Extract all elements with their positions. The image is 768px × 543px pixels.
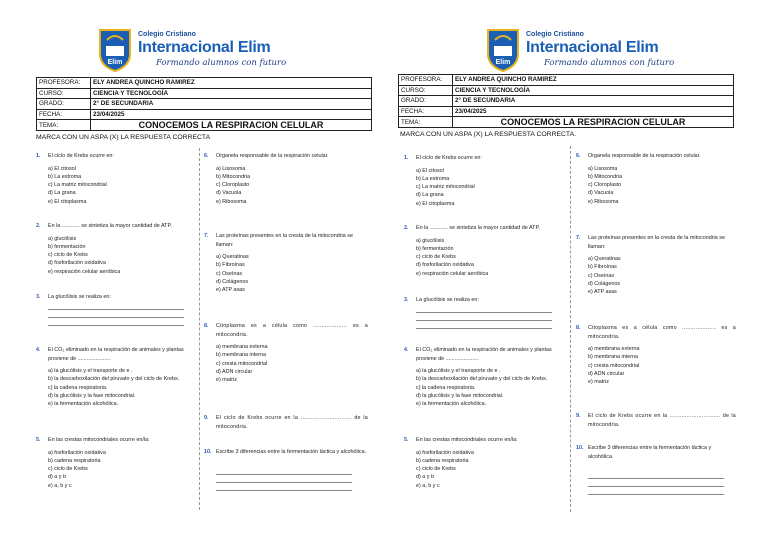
question-8	[204, 322, 368, 384]
question-number: 3.	[36, 294, 41, 300]
option[interactable]: e) ATP asas	[588, 289, 617, 296]
options-list	[588, 165, 736, 206]
option[interactable]: e) a, b y c	[416, 482, 440, 489]
instructions: MARCA CON UN ASPA (X) LA RESPUESTA CORRECTA.	[400, 131, 577, 138]
option[interactable]: d) ADN circular	[588, 370, 625, 377]
option[interactable]: d) ADN circular	[216, 368, 253, 375]
question-number: 2.	[36, 223, 41, 229]
course-name: CIENCIA Y TECNOLOGÍA	[453, 85, 734, 96]
answer-line[interactable]	[588, 487, 724, 495]
option[interactable]: d) a y b	[416, 474, 434, 481]
course-name: CIENCIA Y TECNOLOGÍA	[91, 88, 372, 99]
question-text: Las proteínas presentes en la cresta de la mitocondria se llaman:	[588, 235, 725, 250]
header-key: GRADO:	[399, 96, 453, 107]
option[interactable]: a) Queratinas	[588, 256, 621, 262]
answer-line[interactable]	[48, 318, 184, 326]
question-number: 9.	[204, 415, 209, 421]
question-number: 10.	[576, 445, 584, 451]
option[interactable]: b) cadena respiratoria	[48, 457, 101, 464]
question-9	[204, 414, 368, 431]
options-list	[416, 449, 568, 490]
option[interactable]: d) Colágenos	[216, 278, 249, 285]
school-name-small: Colegio Cristiano	[138, 31, 196, 38]
option[interactable]: e) la fermentación alcohólica.	[48, 401, 119, 408]
option[interactable]: e) la fermentación alcohólica.	[416, 401, 487, 408]
option[interactable]: c) ciclo de Krebs	[48, 252, 88, 259]
option[interactable]: c) la cadena respiratoria.	[416, 384, 476, 391]
question-text: El ciclo de Krebs ocurre en la .............................. de la mitocondria.	[588, 413, 736, 428]
date-value: 23/04/2025	[453, 106, 734, 117]
question-10	[204, 448, 368, 491]
question-text: La glucólisis se realiza en:	[416, 297, 479, 303]
header-key: FECHA:	[37, 109, 91, 120]
header-key: GRADO:	[37, 99, 91, 110]
option[interactable]: a) membrana externa	[216, 344, 268, 350]
question-text: Escribe 3 diferencias entre la fermentación láctica y alcohólica.	[216, 449, 367, 455]
question-4	[36, 346, 196, 408]
answer-line[interactable]	[416, 313, 552, 321]
question-8	[576, 324, 736, 386]
school-logo	[486, 28, 686, 76]
question-number: 4.	[404, 347, 409, 353]
question-text: Citoplasma es a célula como .................... es a mitocondria.	[216, 323, 368, 338]
option[interactable]: b) La estroma	[416, 175, 450, 182]
question-text: La glucólisis se realiza en:	[48, 294, 111, 300]
option[interactable]: c) Oseínas	[588, 272, 615, 279]
question-text: El ciclo de Krebs ocurre en la .............................. de la mitocondria.	[216, 415, 368, 430]
option[interactable]: d) la glucólisis y la fase mitocondrial.	[48, 392, 136, 399]
date-value: 23/04/2025	[91, 109, 372, 120]
school-logo	[98, 28, 298, 76]
option[interactable]: a) fosforilación oxidativa	[416, 449, 474, 456]
question-7	[204, 232, 368, 294]
option[interactable]: c) ciclo de Krebs	[48, 466, 88, 473]
options-list	[216, 253, 368, 294]
school-name-small: Colegio Cristiano	[526, 31, 584, 38]
question-1	[404, 154, 568, 208]
option[interactable]: c) Oseínas	[216, 270, 243, 277]
school-motto: Formando alumnos con futuro	[156, 58, 287, 68]
question-number: 8.	[576, 325, 581, 331]
options-list	[416, 237, 568, 278]
question-text: Citoplasma es a célula como .................... es a mitocondria.	[588, 325, 736, 340]
question-number: 7.	[576, 235, 581, 241]
question-number: 5.	[404, 437, 409, 443]
teacher-name: ELY ANDREA QUINCHO RAMIREZ	[453, 75, 734, 86]
school-shield-icon	[98, 28, 132, 72]
question-text: El ciclo de Krebs ocurre en:	[48, 153, 114, 159]
question-1	[36, 152, 196, 206]
option[interactable]: a) la glucólisis y el transporte de e .	[48, 368, 133, 374]
topic-title: CONOCEMOS LA RESPIRACION CELULAR	[453, 117, 734, 128]
option[interactable]: d) a y b	[48, 474, 66, 481]
answer-line[interactable]	[48, 302, 184, 310]
option[interactable]: b) fermentación	[416, 245, 454, 252]
column-divider	[570, 146, 571, 512]
option[interactable]: c) cresta mitocondrial	[216, 360, 268, 367]
grade-value: 2° DE SECUNDARIA	[91, 99, 372, 110]
school-name: Internacional Elim	[526, 39, 659, 56]
options-list	[48, 367, 196, 408]
options-list	[588, 255, 736, 296]
question-10	[576, 444, 736, 495]
question-text: El CO₂ eliminado en la respiración de animales y plantas proviene de ......................	[48, 347, 184, 362]
answer-line[interactable]	[216, 467, 352, 475]
header-key: CURSO:	[399, 85, 453, 96]
question-number: 9.	[576, 413, 581, 419]
options-list	[48, 235, 196, 276]
school-shield-icon	[486, 28, 520, 72]
question-6	[204, 152, 368, 206]
question-4	[404, 346, 568, 408]
options-list	[416, 167, 568, 208]
question-text: El ciclo de Krebs ocurre en:	[416, 155, 482, 161]
answer-line[interactable]	[416, 305, 552, 313]
topic-title: CONOCEMOS LA RESPIRACION CELULAR	[91, 120, 372, 131]
options-list	[48, 165, 196, 206]
question-number: 10.	[204, 449, 212, 455]
question-text: Organela responsable de la respiración celular.	[588, 153, 701, 159]
svg-text:Elim: Elim	[495, 59, 511, 66]
answer-line[interactable]	[48, 310, 184, 318]
options-list	[588, 345, 736, 386]
question-number: 7.	[204, 233, 209, 239]
question-text: El CO₂ eliminado en la respiración de animales y plantas proviene de ......................	[416, 347, 552, 362]
header-key: FECHA:	[399, 106, 453, 117]
option[interactable]: b) fermentación	[48, 243, 86, 250]
header-table	[398, 74, 734, 128]
question-number: 1.	[36, 153, 41, 159]
option[interactable]: c) La matriz mitocondrial	[48, 182, 107, 189]
answer-line[interactable]	[416, 321, 552, 329]
option[interactable]: a) El citosol	[48, 165, 76, 172]
options-list	[48, 449, 196, 490]
svg-text:Elim: Elim	[107, 59, 123, 66]
option[interactable]: e) Ribosoma	[216, 198, 247, 205]
option[interactable]: c) la cadena respiratoria.	[48, 384, 108, 391]
question-number: 2.	[404, 225, 409, 231]
question-text: En la ............ se sintetiza la mayor cantidad de ATP.	[416, 225, 540, 231]
header-table	[36, 77, 372, 131]
option[interactable]: a) Lisosoma	[216, 165, 246, 172]
header-key: PROFESORA:	[399, 75, 453, 86]
option[interactable]: d) Vacuola	[588, 190, 614, 197]
question-number: 6.	[204, 153, 209, 159]
answer-line[interactable]	[216, 483, 352, 491]
option[interactable]: e) a, b y c	[48, 482, 72, 489]
worksheet-page-left	[4, 0, 380, 543]
option[interactable]: b) Mitocondria	[588, 173, 623, 180]
question-number: 5.	[36, 437, 41, 443]
option[interactable]: c) Cloroplasto	[216, 182, 250, 189]
option[interactable]: e) ATP asas	[216, 287, 245, 294]
question-7	[576, 234, 736, 296]
question-text: En las crestas mitocondriales ocurre en/la:	[48, 437, 150, 443]
option[interactable]: c) Cloroplasto	[588, 182, 622, 189]
instructions: MARCA CON UN ASPA (X) LA RESPUESTA CORRECTA	[36, 134, 211, 141]
grade-value: 2° DE SECUNDARIA	[453, 96, 734, 107]
question-number: 6.	[576, 153, 581, 159]
option[interactable]: b) Fibroínas	[588, 264, 617, 271]
question-9	[576, 412, 736, 429]
option[interactable]: b) cadena respiratoria	[416, 457, 469, 464]
option[interactable]: d) fosforilación oxidativa	[48, 260, 106, 267]
question-number: 1.	[404, 155, 409, 161]
option[interactable]: e) respiración celular aeróbica	[48, 268, 121, 275]
answer-line[interactable]	[588, 479, 724, 487]
question-5	[404, 436, 568, 490]
option[interactable]: a) glucólisis	[48, 235, 77, 242]
question-2	[404, 224, 568, 278]
option[interactable]: e) matriz	[588, 379, 609, 386]
question-number: 3.	[404, 297, 409, 303]
option[interactable]: d) Colágenos	[588, 280, 621, 287]
header-key: TEMA:	[37, 120, 91, 131]
option[interactable]: b) membrana interna	[588, 354, 639, 361]
question-text: Escribe 3 diferencias entre la fermentación láctica y alcohólica.	[588, 445, 712, 460]
option[interactable]: e) El citoplasma	[48, 198, 87, 205]
question-text: Las proteínas presentes en la cresta de la mitocondria se llaman:	[216, 233, 353, 248]
option[interactable]: d) la glucólisis y la fase mitocondrial.	[416, 392, 504, 399]
option[interactable]: b) Fibroínas	[216, 262, 245, 269]
option[interactable]: b) Mitocondria	[216, 173, 251, 180]
answer-line[interactable]	[216, 475, 352, 483]
option[interactable]: d) fosforilación oxidativa	[416, 262, 474, 269]
answer-line[interactable]	[588, 471, 724, 479]
question-3	[404, 296, 568, 329]
options-list	[216, 343, 368, 384]
option[interactable]: a) membrana externa	[588, 346, 640, 352]
option[interactable]: a) fosforilación oxidativa	[48, 449, 106, 456]
option[interactable]: d) La grana	[48, 190, 76, 197]
question-text: En la ............ se sintetiza la mayor cantidad de ATP.	[48, 223, 172, 229]
header-key: TEMA:	[399, 117, 453, 128]
question-2	[36, 222, 196, 276]
option[interactable]: b) la descarboxilación del piruvato y del ciclo de Krebs.	[48, 376, 180, 383]
option[interactable]: c) ciclo de Krebs	[416, 466, 456, 473]
header-key: CURSO:	[37, 88, 91, 99]
option[interactable]: e) El citoplasma	[416, 200, 455, 207]
option[interactable]: d) Vacuola	[216, 190, 242, 197]
school-motto: Formando alumnos con futuro	[544, 58, 675, 68]
option[interactable]: c) cresta mitocondrial	[588, 362, 640, 369]
option[interactable]: c) ciclo de Krebs	[416, 254, 456, 261]
option[interactable]: a) glucólisis	[416, 237, 445, 244]
question-number: 4.	[36, 347, 41, 353]
question-text: En las crestas mitocondriales ocurre en/la:	[416, 437, 518, 443]
option[interactable]: a) El citosol	[416, 167, 444, 174]
option[interactable]: a) Queratinas	[216, 254, 249, 260]
option[interactable]: b) la descarboxilación del piruvato y del ciclo de Krebs.	[416, 376, 548, 383]
question-3	[36, 293, 196, 326]
options-list	[416, 367, 568, 408]
question-6	[576, 152, 736, 206]
question-5	[36, 436, 196, 490]
worksheet-page-right	[392, 0, 768, 543]
option[interactable]: d) La grana	[416, 192, 444, 199]
option[interactable]: e) respiración celular aeróbica	[416, 270, 489, 277]
option[interactable]: b) membrana interna	[216, 352, 267, 359]
option[interactable]: a) la glucólisis y el transporte de e .	[416, 368, 501, 374]
teacher-name: ELY ANDREA QUINCHO RAMIREZ	[91, 78, 372, 89]
option[interactable]: e) Ribosoma	[588, 198, 619, 205]
option[interactable]: c) La matriz mitocondrial	[416, 184, 475, 191]
option[interactable]: a) Lisosoma	[588, 165, 618, 172]
header-key: PROFESORA:	[37, 78, 91, 89]
column-divider	[199, 148, 200, 510]
option[interactable]: e) matriz	[216, 377, 237, 384]
question-text: Organela responsable de la respiración celular.	[216, 153, 329, 159]
options-list	[216, 165, 368, 206]
school-name: Internacional Elim	[138, 39, 271, 56]
question-number: 8.	[204, 323, 209, 329]
option[interactable]: b) La estroma	[48, 173, 82, 180]
